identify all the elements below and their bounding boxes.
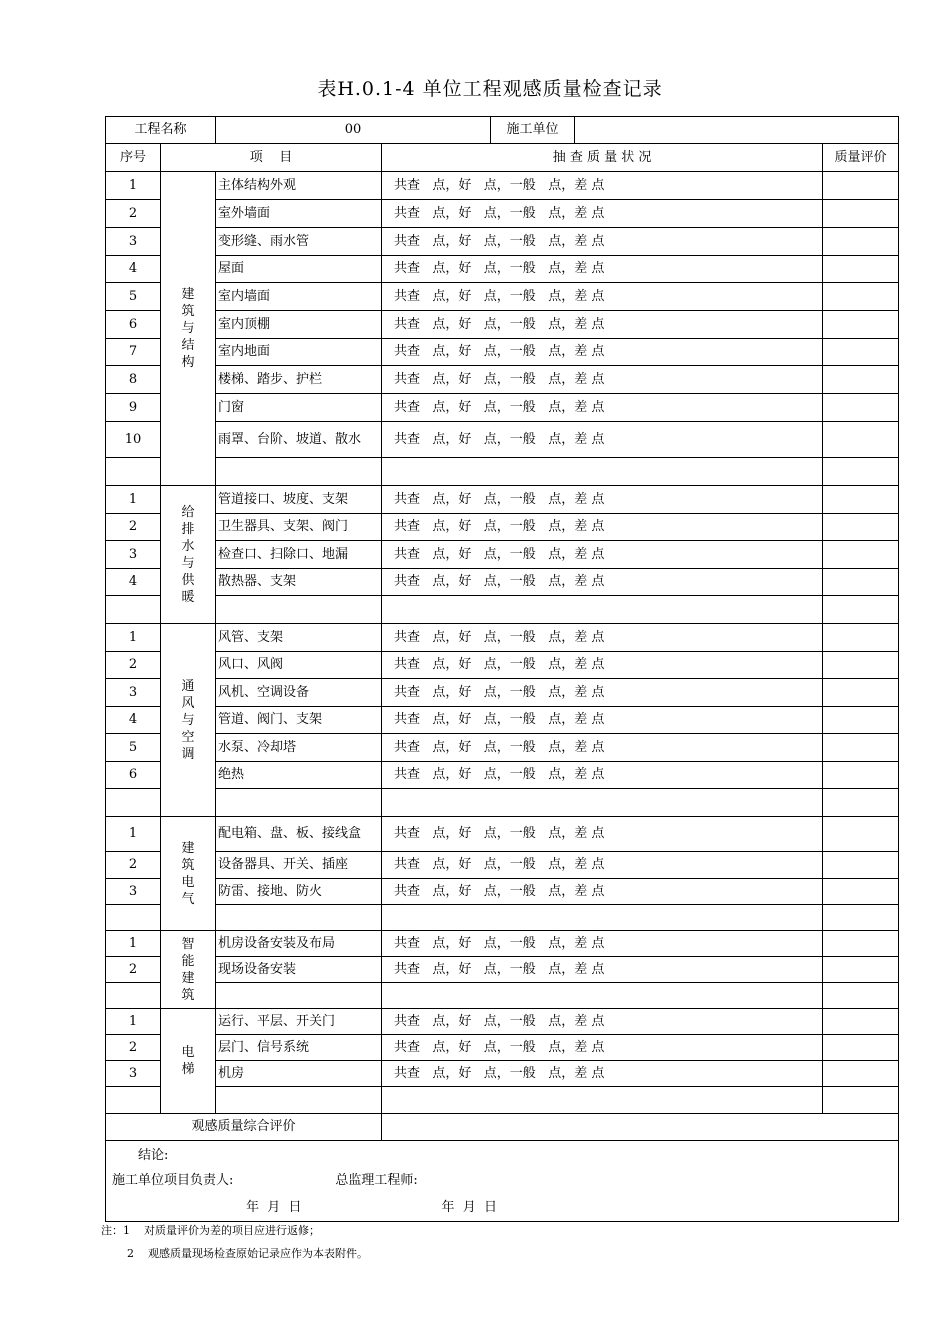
table-row (106, 283, 899, 311)
inspection-result-cell[interactable]: 共查 点，好 点，一般 点，差 点 (382, 514, 823, 541)
seq-cell: 1 (106, 486, 161, 514)
inspection-result-cell-blank[interactable] (382, 983, 823, 1009)
inspection-result-cell[interactable]: 共查 点，好 点，一般 点，差 点 (382, 311, 823, 339)
rating-cell-blank[interactable] (823, 1087, 899, 1114)
rating-cell[interactable] (823, 707, 899, 734)
item-name-cell: 室外墙面 (216, 200, 382, 228)
seq-cell: 1 (106, 1009, 161, 1035)
table-row (106, 311, 899, 339)
inspection-result-cell[interactable]: 共查 点，好 点，一般 点，差 点 (382, 931, 823, 957)
supervisor-label: 总监理工程师: (335, 1173, 418, 1188)
project-name-label: 工程名称 (106, 117, 216, 144)
item-name-cell: 设备器具、开关、插座 (216, 852, 382, 879)
inspection-result-cell[interactable]: 共查 点，好 点，一般 点，差 点 (382, 1035, 823, 1061)
category-label: 建筑电气 (181, 840, 195, 907)
seq-cell-blank (106, 1087, 161, 1114)
item-name-cell: 风机、空调设备 (216, 679, 382, 707)
table-row (106, 200, 899, 228)
inspection-result-cell[interactable]: 共查 点，好 点，一般 点，差 点 (382, 366, 823, 394)
table-row (106, 707, 899, 734)
item-name-cell: 楼梯、踏步、护栏 (216, 366, 382, 394)
item-name-cell: 运行、平层、开关门 (216, 1009, 382, 1035)
rating-cell[interactable] (823, 679, 899, 707)
inspection-result-cell-blank[interactable] (382, 1087, 823, 1114)
seq-cell: 2 (106, 652, 161, 679)
rating-cell[interactable] (823, 762, 899, 789)
inspection-result-cell[interactable]: 共查 点，好 点，一般 点，差 点 (382, 852, 823, 879)
seq-cell-blank (106, 596, 161, 624)
item-name-cell: 机房 (216, 1061, 382, 1087)
category-cell (161, 624, 216, 817)
signature-line (112, 1174, 418, 1188)
table-row (106, 679, 899, 707)
rating-cell[interactable] (823, 734, 899, 762)
rating-cell-blank[interactable] (823, 458, 899, 486)
seq-cell: 4 (106, 707, 161, 734)
item-name-cell: 风管、支架 (216, 624, 382, 652)
item-name-cell: 室内地面 (216, 339, 382, 366)
rating-cell-blank[interactable] (823, 789, 899, 817)
seq-cell: 3 (106, 879, 161, 905)
inspection-result-cell[interactable]: 共查 点，好 点，一般 点，差 点 (382, 486, 823, 514)
seq-cell: 8 (106, 366, 161, 394)
category-label: 智能建筑 (181, 936, 195, 1003)
seq-cell: 1 (106, 931, 161, 957)
summary-row (106, 1114, 899, 1141)
inspection-result-cell[interactable]: 共查 点，好 点，一般 点，差 点 (382, 1061, 823, 1087)
seq-header: 序号 (106, 144, 161, 172)
rating-cell[interactable] (823, 817, 899, 852)
inspection-result-cell[interactable]: 共查 点，好 点，一般 点，差 点 (382, 762, 823, 789)
project-name-value[interactable]: 00 (216, 117, 491, 144)
table-row (106, 486, 899, 514)
rating-cell[interactable] (823, 569, 899, 596)
rating-cell[interactable] (823, 200, 899, 228)
date-line (112, 1201, 497, 1215)
column-header-row (106, 144, 899, 172)
seq-cell: 1 (106, 624, 161, 652)
inspection-result-cell[interactable]: 共查 点，好 点，一般 点，差 点 (382, 283, 823, 311)
rating-cell[interactable] (823, 486, 899, 514)
table-row (106, 852, 899, 879)
seq-cell-blank (106, 983, 161, 1009)
date-left: 年 月 日 (246, 1200, 302, 1215)
inspection-header: 抽 查 质 量 状 况 (382, 144, 823, 172)
table-row (106, 762, 899, 789)
rating-cell[interactable] (823, 652, 899, 679)
category-cell (161, 172, 216, 486)
rating-cell[interactable] (823, 1035, 899, 1061)
rating-cell-blank[interactable] (823, 983, 899, 1009)
table-row (106, 422, 899, 458)
category-label: 通风与空调 (181, 678, 195, 762)
rating-cell[interactable] (823, 1009, 899, 1035)
table-row (106, 1061, 899, 1087)
summary-label: 观感质量综合评价 (106, 1114, 382, 1141)
seq-cell: 2 (106, 957, 161, 983)
category-label: 给排水与供暖 (181, 504, 195, 605)
rating-cell[interactable] (823, 283, 899, 311)
seq-cell: 10 (106, 422, 161, 458)
item-name-cell: 屋面 (216, 256, 382, 283)
item-name-cell: 卫生器具、支架、阀门 (216, 514, 382, 541)
table-row (106, 817, 899, 852)
inspection-result-cell[interactable]: 共查 点，好 点，一般 点，差 点 (382, 256, 823, 283)
inspection-result-cell[interactable]: 共查 点，好 点，一般 点，差 点 (382, 679, 823, 707)
item-name-cell: 防雷、接地、防火 (216, 879, 382, 905)
item-name-cell: 散热器、支架 (216, 569, 382, 596)
table-row (106, 394, 899, 422)
item-name-cell: 门窗 (216, 394, 382, 422)
inspection-result-cell-blank[interactable] (382, 458, 823, 486)
seq-cell: 3 (106, 1061, 161, 1087)
rating-cell-blank[interactable] (823, 596, 899, 624)
seq-cell: 2 (106, 1035, 161, 1061)
table-row-blank (106, 789, 899, 817)
header-row-project (106, 117, 899, 144)
seq-cell: 1 (106, 817, 161, 852)
seq-cell: 3 (106, 679, 161, 707)
rating-cell[interactable] (823, 624, 899, 652)
summary-value[interactable] (382, 1114, 899, 1141)
table-row-blank (106, 905, 899, 931)
category-cell (161, 486, 216, 624)
item-name-cell: 主体结构外观 (216, 172, 382, 200)
rating-cell[interactable] (823, 514, 899, 541)
table-row (106, 339, 899, 366)
construction-unit-value[interactable] (575, 117, 899, 144)
notes (101, 1219, 368, 1265)
rating-cell[interactable] (823, 394, 899, 422)
item-name-cell-blank[interactable] (216, 458, 382, 486)
inspection-result-cell[interactable]: 共查 点，好 点，一般 点，差 点 (382, 957, 823, 983)
date-right: 年 月 日 (441, 1200, 498, 1215)
table-row-blank (106, 596, 899, 624)
seq-cell: 4 (106, 569, 161, 596)
rating-cell-blank[interactable] (823, 905, 899, 931)
item-header: 项 目 (161, 144, 382, 172)
rating-cell[interactable] (823, 879, 899, 905)
inspection-result-cell-blank[interactable] (382, 789, 823, 817)
form-title: 表H.0.1-4 单位工程观感质量检查记录 (317, 78, 663, 100)
seq-cell: 1 (106, 172, 161, 200)
seq-cell: 6 (106, 762, 161, 789)
item-name-cell-blank[interactable] (216, 789, 382, 817)
table-row (106, 931, 899, 957)
rating-cell[interactable] (823, 311, 899, 339)
inspection-result-cell[interactable]: 共查 点，好 点，一般 点，差 点 (382, 339, 823, 366)
table-row (106, 1035, 899, 1061)
rating-cell[interactable] (823, 1061, 899, 1087)
rating-cell[interactable] (823, 339, 899, 366)
item-name-cell: 变形缝、雨水管 (216, 228, 382, 256)
seq-cell: 7 (106, 339, 161, 366)
inspection-result-cell-blank[interactable] (382, 905, 823, 931)
table-row (106, 541, 899, 569)
table-row (106, 256, 899, 283)
category-label: 电梯 (181, 1045, 195, 1077)
table-row (106, 366, 899, 394)
note-1: 注：1 对质量评价为差的项目应进行返修； (101, 1224, 320, 1237)
seq-cell: 2 (106, 852, 161, 879)
rating-cell[interactable] (823, 852, 899, 879)
conclusion-label: 结论: (138, 1148, 169, 1163)
table-row-blank (106, 458, 899, 486)
inspection-result-cell[interactable]: 共查 点，好 点，一般 点，差 点 (382, 569, 823, 596)
table-row (106, 569, 899, 596)
inspection-result-cell[interactable]: 共查 点，好 点，一般 点，差 点 (382, 422, 823, 458)
conclusion-cell (106, 1141, 899, 1222)
rating-cell[interactable] (823, 957, 899, 983)
item-name-cell: 现场设备安装 (216, 957, 382, 983)
inspection-result-cell[interactable]: 共查 点，好 点，一般 点，差 点 (382, 1009, 823, 1035)
item-name-cell-blank[interactable] (216, 1087, 382, 1114)
item-name-cell: 室内墙面 (216, 283, 382, 311)
rating-cell[interactable] (823, 256, 899, 283)
item-name-cell-blank[interactable] (216, 596, 382, 624)
inspection-result-cell[interactable]: 共查 点，好 点，一般 点，差 点 (382, 624, 823, 652)
rating-cell[interactable] (823, 172, 899, 200)
table-row-blank (106, 983, 899, 1009)
inspection-result-cell[interactable]: 共查 点，好 点，一般 点，差 点 (382, 541, 823, 569)
inspection-result-cell-blank[interactable] (382, 596, 823, 624)
item-name-cell: 配电箱、盘、板、接线盒 (216, 817, 382, 852)
table-row (106, 1009, 899, 1035)
inspection-result-cell[interactable]: 共查 点，好 点，一般 点，差 点 (382, 707, 823, 734)
seq-cell: 6 (106, 311, 161, 339)
inspection-result-cell[interactable]: 共查 点，好 点，一般 点，差 点 (382, 734, 823, 762)
seq-cell-blank (106, 789, 161, 817)
table-row (106, 624, 899, 652)
table-row (106, 228, 899, 256)
note-2: 2 观感质量现场检查原始记录应作为本表附件。 (127, 1247, 368, 1260)
table-row (106, 957, 899, 983)
item-name-cell: 检查口、扫除口、地漏 (216, 541, 382, 569)
seq-cell: 2 (106, 514, 161, 541)
inspection-result-cell[interactable]: 共查 点，好 点，一般 点，差 点 (382, 394, 823, 422)
rating-cell[interactable] (823, 366, 899, 394)
inspection-form-table (105, 116, 899, 1222)
category-label: 建筑与结构 (181, 287, 195, 370)
seq-cell-blank (106, 458, 161, 486)
seq-cell: 5 (106, 283, 161, 311)
seq-cell-blank (106, 905, 161, 931)
construction-unit-label: 施工单位 (491, 117, 575, 144)
seq-cell: 3 (106, 541, 161, 569)
seq-cell: 3 (106, 228, 161, 256)
inspection-result-cell[interactable]: 共查 点，好 点，一般 点，差 点 (382, 652, 823, 679)
item-name-cell: 机房设备安装及布局 (216, 931, 382, 957)
table-row (106, 652, 899, 679)
contractor-label: 施工单位项目负责人: (112, 1173, 234, 1188)
rating-cell[interactable] (823, 541, 899, 569)
item-name-cell-blank[interactable] (216, 905, 382, 931)
conclusion-row (106, 1141, 899, 1222)
table-row (106, 514, 899, 541)
category-cell (161, 1009, 216, 1114)
item-name-cell: 层门、信号系统 (216, 1035, 382, 1061)
item-name-cell-blank[interactable] (216, 983, 382, 1009)
rating-cell[interactable] (823, 228, 899, 256)
table-row (106, 172, 899, 200)
rating-cell[interactable] (823, 422, 899, 458)
rating-cell[interactable] (823, 931, 899, 957)
item-name-cell: 绝热 (216, 762, 382, 789)
inspection-result-cell[interactable]: 共查 点，好 点，一般 点，差 点 (382, 200, 823, 228)
item-name-cell: 雨罩、台阶、坡道、散水 (216, 422, 382, 458)
rating-header: 质量评价 (823, 144, 899, 172)
item-name-cell: 风口、风阀 (216, 652, 382, 679)
table-row-blank (106, 1087, 899, 1114)
seq-cell: 2 (106, 200, 161, 228)
item-name-cell: 室内顶棚 (216, 311, 382, 339)
inspection-result-cell[interactable]: 共查 点，好 点，一般 点，差 点 (382, 228, 823, 256)
item-name-cell: 水泵、冷却塔 (216, 734, 382, 762)
table-row (106, 734, 899, 762)
inspection-result-cell[interactable]: 共查 点，好 点，一般 点，差 点 (382, 817, 823, 852)
category-cell (161, 817, 216, 931)
item-name-cell: 管道接口、坡度、支架 (216, 486, 382, 514)
seq-cell: 5 (106, 734, 161, 762)
item-name-cell: 管道、阀门、支架 (216, 707, 382, 734)
seq-cell: 9 (106, 394, 161, 422)
inspection-result-cell[interactable]: 共查 点，好 点，一般 点，差 点 (382, 172, 823, 200)
seq-cell: 4 (106, 256, 161, 283)
inspection-result-cell[interactable]: 共查 点，好 点，一般 点，差 点 (382, 879, 823, 905)
category-cell (161, 931, 216, 1009)
table-row (106, 879, 899, 905)
